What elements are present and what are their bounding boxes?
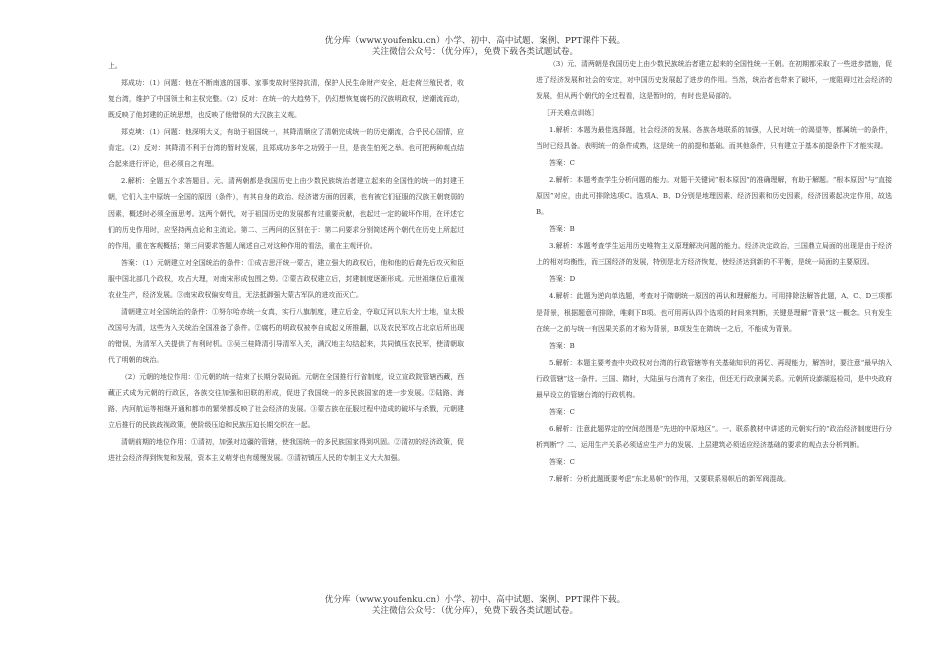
paragraph: 1.解析：本题为最佳选择题，社会经济的发展、各族各地联系的加强，人民对统一的渴望等，都属统一的条件，当时已经具备。表明统一的条件成熟，这是统一的前提和基础。而其他条件，只有建立于基本前提条件下才能实现。 [536, 126, 892, 151]
header-line-1: 优分库（www.youfenku.cn）小学、初中、高中试题、案例、PPT课件下载。 [324, 36, 626, 46]
paragraph: 3.解析：本题考查学生运用历史唯物主义原理解决问题的能力。经济决定政治，三国鼎立局面的出现是由于经济上的相对均衡性，而三国经济的发展，特别是北方经济恢复，使经济达到新的不平衡，是统一局面的主要原因。 [536, 242, 892, 267]
header-line-2: 关注微信公众号：（优分库），免费下载各类试题试卷。 [371, 47, 579, 57]
paragraph: 上。 [108, 62, 122, 70]
answer-line: 答案：B [549, 225, 575, 234]
paragraph: 清朝前期的地位作用：①清初，加强对边疆的管辖，使我国统一的多民族国家得到巩固。②清初的经济政策，促进社会经济得到恢复和发展，资本主义萌芽也有缓慢发展。③清初镇压人民的专制主义大大加强。 [108, 438, 464, 463]
paragraph: 2.解析：全题五个求答题目。元、清两朝都是我国历史上由少数民族统治者建立起来的全国性的统一的封建王朝，它们入主中原统一全国的原因（条件），有其自身的政治、经济诸方面的因素，也有被它们征服的汉族王朝衰弱的因素，概述时必须全面思考。这两个朝代，对于祖国历史的发展都有过重要贡献，也起过一定的破坏作用，在评述它们的历史作用时，应坚持两点论和主流论。第二、三两问的区别在于：第二问要求分别简述两个朝代在历史上所起过的作用，重在客观概括；第三问要求答题人阐述自己对这种作用的看法，重在主观评价。 [108, 177, 464, 250]
answer-line: 答案：B [549, 341, 575, 350]
paragraph: 5.解析：本题主要考查中央政权对台湾的行政管辖等有关基础知识的再忆、再现能力，解答时，要注意“最早纳入行政管辖”这一条件。三国、隋时，大陆虽与台湾有了来往，但还无行政隶属关系。元朝所设澎湖巡检司，是中央政府最早设立的管辖台湾的行政机构。 [536, 358, 892, 399]
page-header [0, 36, 950, 58]
section-heading: ［开关难点训练］ [543, 109, 599, 118]
paragraph: 清朝建立对全国统治的条件：①努尔哈赤统一女真，实行八旗制度，建立后金，夺取辽河以东大片土地，皇太极改国号为清，这些为入关统治全国准备了条件。②腐朽的明政权被李自成起义所推翻，以及农民军攻占北京后所出现的错误，为清军入关提供了有利时机。③吴三桂降清引导清军入关，满汉地主勾结起来，共同镇压农民军，使清朝取代了明朝的统治。 [108, 307, 464, 365]
page-footer [0, 595, 950, 617]
answer-line: 答案：C [549, 457, 575, 466]
paragraph: 7.解析：分析此题既要考虑“东北易帜”的作用，又要联系易帜后的新军阀混战。 [549, 474, 791, 483]
paragraph: 郑克塽：（1）问题：他深明大义，有助于祖国统一，其降清顺应了清朝完成统一的历史潮流，合乎民心国情，应肯定。（2）反对：其降清不利于台湾的暂时发展，且郑成功多年之功毁于一旦，是丧生怕死之举。也可把两种观点结合起来进行评论，但必须自之有理。 [108, 128, 464, 169]
answer-line: 答案：C [549, 407, 575, 416]
right-column [536, 56, 892, 488]
paragraph: 答案：（1）元朝建立对全国统治的条件：①成吉思汗统一蒙古，建立强大的政权后，他和他的后裔先后攻灭和臣服中国北部几个政权，攻占大理，对南宋形成包围之势。②蒙古政权建立后，封建制度逐渐形成。元世祖继位后重视农业生产，经济发展。③南宋政权偏安苟且，无法抵御强大蒙古军队的进攻而灭亡。 [108, 258, 464, 299]
left-column [108, 58, 464, 467]
paragraph: （3）元、清两朝是我国历史上由少数民族统治者建立起来的全国性统一王朝。在初期都采取了一些进步措施，促进了经济发展和社会的安定，对中国历史发展起了进步的作用。当然，统治者也带来了破坏，一度阻碍过社会经济的发展，但从两个朝代的全过程看，这是暂时的，有时也是局部的。 [536, 60, 892, 101]
paragraph: （2）元朝的地位作用：①元朝的统一结束了长期分裂局面。元朝在全国推行行省制度，设立宣政院管辖西藏，西藏正式成为元朝的行政区，各族交往加强和田联的形成，促进了我国统一的多民族国家的进一步发展。②陆路、海路、内河航运等相继开通和都市的繁荣都反映了社会经济的发展。③蒙古族在征服过程中造成的破坏与杀戮，元朝建立后推行的民族歧视政策，使阶级压迫和民族压迫长期交织在一起。 [108, 373, 464, 430]
footer-line-2: 关注微信公众号：（优分库），免费下载各类试题试卷。 [371, 606, 579, 616]
answer-line: 答案：C [549, 159, 575, 168]
answer-line: 答案：D [549, 275, 576, 284]
paragraph: 4.解析：此题为逆向单选题，考查对于隋朝统一原因的再认和理解能力。可用排除法解答此题，A、C、D三项都是背景，根据题意可排除，唯剩下B项。也可用再认四个选项的时间来判断，关键是理解“背景”这一概念。只有发生在统一之前与统一有因果关系的才称为背景，B项发生在隋统一之后，不能成为背景。 [536, 292, 892, 333]
paragraph: 6.解析：注意此题界定的空间范围是“先进的中原地区”。一、联系教材中讲述的元朝实行的“政治经济制度进行分析判断”？二、运用生产关系必须适应生产力的发展、上层建筑必须适应经济基础的要求的观点去分析判断。 [536, 424, 892, 449]
footer-line-1: 优分库（www.youfenku.cn）小学、初中、高中试题、案例、PPT课件下载。 [324, 595, 626, 605]
paragraph: 2.解析：本题考查学生分析问题的能力。对题干关键词“根本原因”的准确理解，有助于解题。“根本原因”与“直接原因”对应，由此可排除选项C。选项A、B、D分别是地理因素、经济因素和历史因素，经济因素起决定作用，故选B。 [536, 176, 892, 217]
paragraph: 郑成功：（1）问题：他在不断南逃的国事、家事变故时坚持抗清，保护人民生命财产安全，赶走荷兰殖民者，收复台湾，维护了中国领土和主权完整。（2）反对：在统一的大趋势下，仍幻想恢复腐朽的汉族明政权，逆潮流而动，既反映了他封建的正统思想，也反映了他错误的大汉族主义观。 [108, 78, 464, 120]
